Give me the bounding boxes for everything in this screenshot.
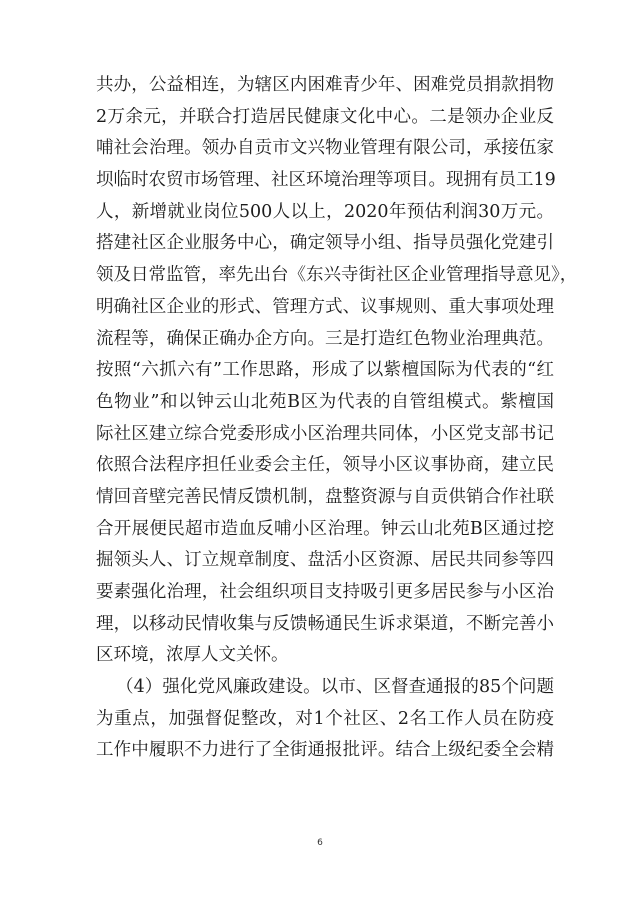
text-line: 领及日常监管，率先出台《东兴寺街社区企业管理指导意见》， — [96, 265, 578, 286]
text-line: 2万余元，并联合打造居民健康文化中心。二是领办企业反 — [96, 106, 554, 127]
text-line: 工作中履职不力进行了全街通报批评。结合上级纪委全会精 — [96, 740, 554, 761]
text-line: （4）强化党风廉政建设。以市、区督查通报的85个问题 — [116, 677, 554, 698]
text-line: 要素强化治理，社会组织项目支持吸引更多居民参与小区治 — [96, 582, 554, 602]
text-line: 为重点，加强督促整改，对1个社区、2名工作人员在防疫 — [96, 708, 554, 729]
text-line: 共办，公益相连，为辖区内困难青少年、困难党员捐款捐物 — [96, 75, 554, 95]
text-line: 际社区建立综合党委形成小区治理共同体，小区党支部书记 — [96, 423, 554, 444]
page-number: 6 — [317, 838, 323, 848]
text-line: 色物业”和以钟云山北苑B区为代表的自管组模式。紫檀国 — [96, 391, 554, 412]
text-line: 区环境，浓厚人文关怀。 — [96, 645, 289, 666]
text-line: 人，新增就业岗位500人以上，2020年预估利润30万元。 — [96, 201, 554, 222]
text-line: 哺社会治理。领办自贡市文兴物业管理有限公司，承接伍家 — [96, 138, 554, 159]
text-line: 掘领头人、订立规章制度、盘活小区资源、居民共同参等四 — [96, 550, 554, 571]
text-line: 合开展便民超市造血反哺小区治理。钟云山北苑B区通过挖 — [96, 518, 554, 539]
paragraph-2 — [96, 672, 554, 767]
paragraph-1 — [96, 70, 578, 672]
text-line: 搭建社区企业服务中心，确定领导小组、指导员强化党建引 — [96, 233, 554, 254]
body-text — [96, 70, 578, 767]
text-line: 按照“六抓六有”工作思路，形成了以紫檀国际为代表的“红 — [96, 360, 554, 381]
text-line: 明确社区企业的形式、管理方式、议事规则、重大事项处理 — [96, 296, 554, 317]
text-line: 坝临时农贸市场管理、社区环境治理等项目。现拥有员工19 — [96, 170, 556, 191]
text-line: 依照合法程序担任业委会主任，领导小区议事协商，建立民 — [96, 455, 554, 476]
text-line: 流程等，确保正确办企方向。三是打造红色物业治理典范。 — [96, 328, 554, 349]
text-line: 情回音壁完善民情反馈机制，盘整资源与自贡供销合作社联 — [96, 486, 554, 507]
text-line: 理，以移动民情收集与反馈畅通民生诉求渠道，不断完善小 — [96, 613, 554, 634]
